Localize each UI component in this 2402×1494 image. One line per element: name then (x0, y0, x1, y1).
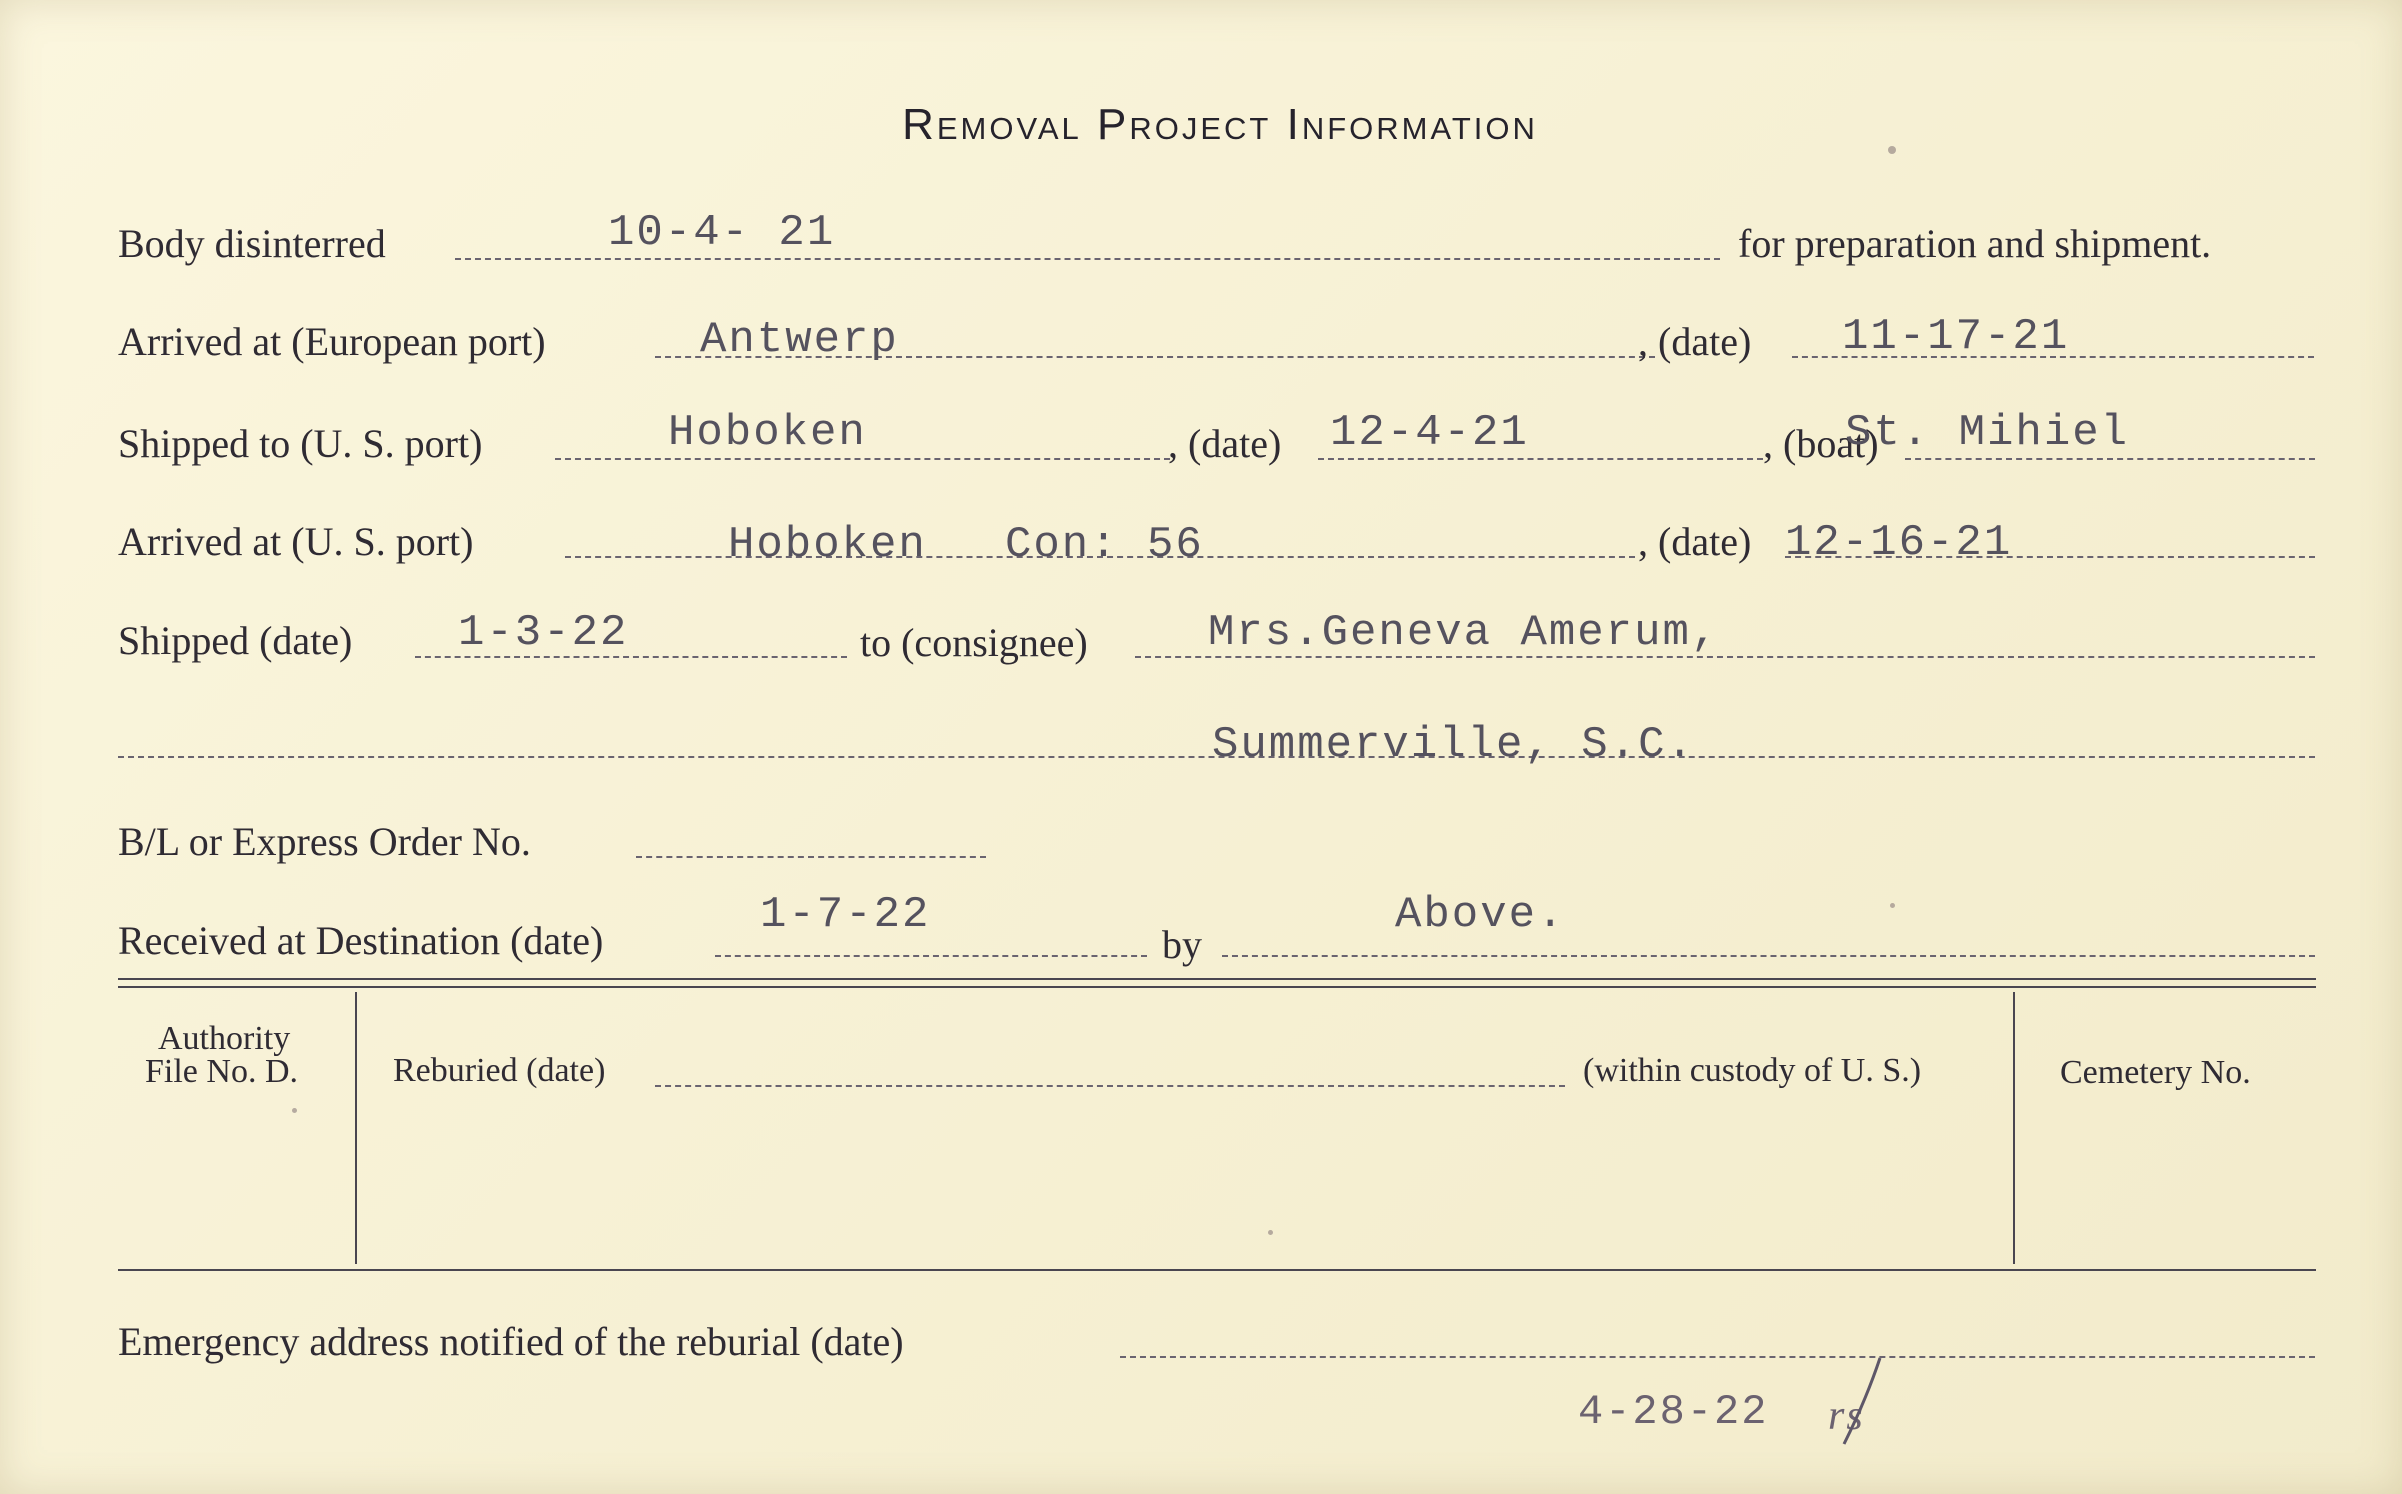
consignee-name: Mrs.Geneva Amerum, (1208, 608, 1720, 658)
bl-label: B/L or Express Order No. (118, 819, 531, 864)
european-port-value: Antwerp (700, 315, 899, 365)
european-port-label: Arrived at (European port) (118, 319, 546, 364)
paper-speck (1888, 146, 1896, 154)
clerk-initials: rs (1828, 1393, 1865, 1439)
bl-line (636, 856, 986, 858)
us-port-arrived-date: 12-16-21 (1785, 518, 2013, 568)
consignee-address: Summerville, S.C. (1212, 720, 1695, 770)
reburied-line (655, 1085, 1565, 1087)
european-port-date: 11-17-21 (1842, 312, 2070, 362)
page-title: Removal Project Information (902, 100, 1538, 149)
disinterred-label: Body disinterred (118, 221, 386, 266)
received-label: Received at Destination (date) (118, 918, 604, 963)
boat-line (1905, 458, 2315, 460)
container-number: Con: 56 (1005, 520, 1204, 570)
us-port-shipped-date-label: , (date) (1168, 421, 1282, 466)
disinterred-line (455, 258, 1720, 260)
cemetery-label: Cemetery No. (2060, 1054, 2251, 1091)
us-port-shipped-date-line (1318, 458, 1763, 460)
reburied-label: Reburied (date) (393, 1052, 606, 1089)
paper-speck (1890, 903, 1895, 908)
authority-label-1: Authority (158, 1020, 291, 1057)
table-divider-1 (355, 992, 357, 1264)
table-divider-2 (2013, 992, 2015, 1264)
disinterred-date: 10-4- 21 (608, 208, 836, 258)
emergency-label: Emergency address notified of the reburial (date) (118, 1319, 904, 1364)
shipped-label: Shipped (date) (118, 618, 353, 663)
us-port-shipped-date: 12-4-21 (1330, 408, 1529, 458)
us-port-arrived-date-label: , (date) (1638, 519, 1752, 564)
received-by: Above. (1395, 890, 1566, 940)
european-port-date-label: , (date) (1638, 319, 1752, 364)
us-port-shipped-value: Hoboken (668, 408, 867, 458)
emergency-line (1120, 1356, 2315, 1358)
us-port-shipped-line (555, 458, 1170, 460)
us-port-arrived-label: Arrived at (U. S. port) (118, 519, 474, 564)
us-port-shipped-label: Shipped to (U. S. port) (118, 421, 483, 466)
us-port-arrived-value: Hoboken (728, 520, 927, 570)
received-by-line (1222, 955, 2315, 957)
received-date: 1-7-22 (760, 890, 931, 940)
table-top-rule-2 (118, 986, 2316, 988)
paper-speck (1268, 1230, 1273, 1235)
emergency-date: 4-28-22 (1578, 1388, 1769, 1436)
shipped-date: 1-3-22 (458, 608, 629, 658)
authority-label-2: File No. D. (145, 1053, 298, 1090)
custody-label: (within custody of U. S.) (1583, 1052, 1922, 1089)
received-by-label: by (1162, 922, 1202, 967)
table-top-rule-1 (118, 978, 2316, 980)
disinterred-suffix: for preparation and shipment. (1738, 221, 2212, 266)
received-date-line (715, 955, 1147, 957)
consignee-label: to (consignee) (860, 620, 1088, 665)
boat-value: St. Mihiel (1845, 408, 2130, 458)
paper-speck (292, 1108, 297, 1113)
boat-label: , (boat) (1763, 421, 1879, 466)
table-bottom-rule (118, 1269, 2316, 1271)
initials-slash-mark (1832, 1352, 1892, 1452)
